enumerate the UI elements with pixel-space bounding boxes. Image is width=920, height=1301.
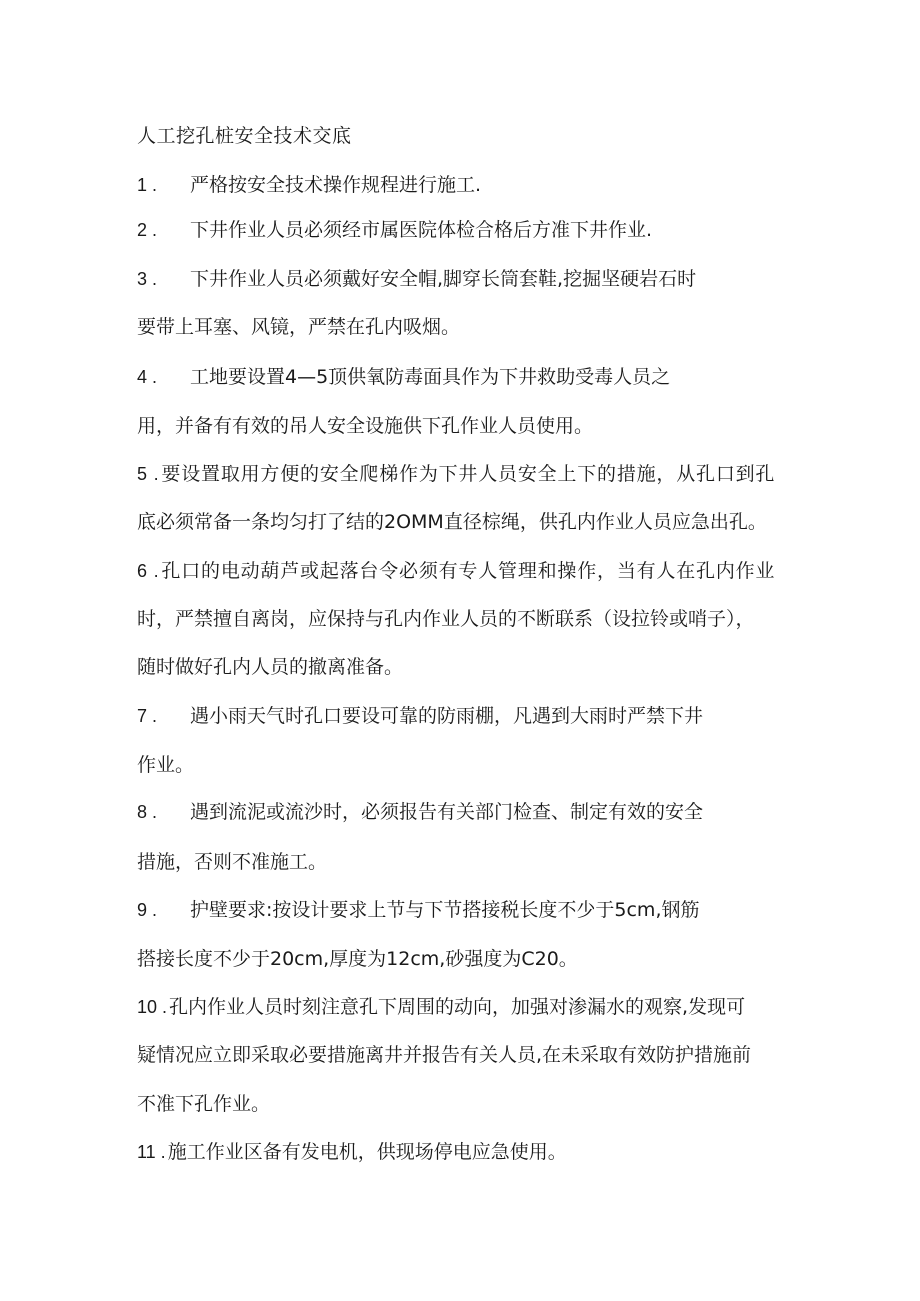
item-text: 孔内作业人员时刻注意孔下周围的动向，加强对渗漏水的观察,发现可 — [169, 996, 746, 1018]
item-text: 遇到流泥或流沙时，必须报告有关部门检查、制定有效的安全 — [190, 801, 704, 823]
list-item-6-continuation — [137, 653, 403, 681]
item-text: 施工作业区备有发电机，供现场停电应急使用。 — [167, 1141, 567, 1163]
list-item-10 — [137, 993, 745, 1021]
item-text: 用，并备有有效的吊人安全设施供下孔作业人员使用。 — [137, 415, 594, 437]
list-item-11 — [137, 1138, 567, 1166]
list-item-6-continuation — [137, 605, 755, 633]
item-text: 严格按安全技术操作规程进行施工. — [190, 174, 482, 196]
list-item-10-continuation — [137, 1090, 270, 1118]
item-number: 9 . — [137, 900, 158, 920]
item-number: 5 . — [137, 464, 160, 484]
item-number: 6 . — [137, 561, 160, 581]
list-item-3 — [137, 265, 696, 293]
item-text: 要带上耳塞、风镜，严禁在孔内吸烟。 — [137, 316, 461, 338]
list-item-6 — [137, 557, 775, 585]
item-text: 底必须常备一条均匀打了结的2OMM直径棕绳，供孔内作业人员应急出孔。 — [137, 511, 767, 533]
item-text: 护壁要求:按设计要求上节与下节搭接税长度不少于5cm,钢筋 — [190, 899, 700, 921]
item-number: 2 . — [137, 220, 158, 240]
item-text: 遇小雨天气时孔口要设可靠的防雨棚，凡遇到大雨时严禁下井 — [190, 705, 704, 727]
item-text: 要设置取用方便的安全爬梯作为下井人员安全上下的措施，从孔口到孔 — [161, 463, 776, 485]
item-text: 孔口的电动葫芦或起落台令必须有专人管理和操作，当有人在孔内作业 — [161, 560, 776, 582]
item-text: 随时做好孔内人员的撤离准备。 — [137, 656, 404, 678]
list-item-9-continuation — [137, 945, 578, 973]
list-item-1 — [137, 171, 481, 199]
item-text: 作业。 — [137, 754, 195, 776]
item-text: 时，严禁擅自离岗，应保持与孔内作业人员的不断联系（设拉铃或哨子）， — [137, 608, 755, 630]
item-text: 疑情况应立即采取必要措施离井并报告有关人员,在未采取有效防护措施前 — [137, 1044, 752, 1066]
list-item-4-continuation — [137, 412, 593, 440]
list-item-8-continuation — [137, 848, 327, 876]
item-text: 下井作业人员必须经市属医院体检合格后方准下井作业. — [190, 219, 653, 241]
list-item-10-continuation — [137, 1041, 751, 1069]
list-item-5 — [137, 460, 775, 488]
item-text: 工地要设置4—5顶供氧防毒面具作为下井救助受毒人员之 — [190, 366, 671, 388]
item-number: 8 . — [137, 802, 158, 822]
list-item-5-continuation — [137, 508, 767, 536]
list-item-7-continuation — [137, 751, 194, 779]
document-title: 人工挖孔桩安全技术交底 — [137, 125, 352, 147]
item-number: 7 . — [137, 706, 158, 726]
item-text: 措施，否则不准施工。 — [137, 851, 328, 873]
item-number: 11 . — [137, 1142, 166, 1162]
list-item-8 — [137, 798, 703, 826]
item-number: 4 . — [137, 367, 158, 387]
item-number: 3 . — [137, 269, 158, 289]
list-item-9 — [137, 896, 700, 924]
item-text: 搭接长度不少于20cm,厚度为12cm,砂强度为C20。 — [137, 948, 578, 970]
list-item-7 — [137, 702, 703, 730]
item-text: 不准下孔作业。 — [137, 1093, 271, 1115]
list-item-3-continuation — [137, 313, 460, 341]
item-number: 10 . — [137, 997, 168, 1017]
list-item-2 — [137, 216, 652, 244]
list-item-4 — [137, 363, 670, 391]
item-text: 下井作业人员必须戴好安全帽,脚穿长筒套鞋,挖掘坚硬岩石时 — [190, 268, 697, 290]
item-number: 1 . — [137, 175, 158, 195]
